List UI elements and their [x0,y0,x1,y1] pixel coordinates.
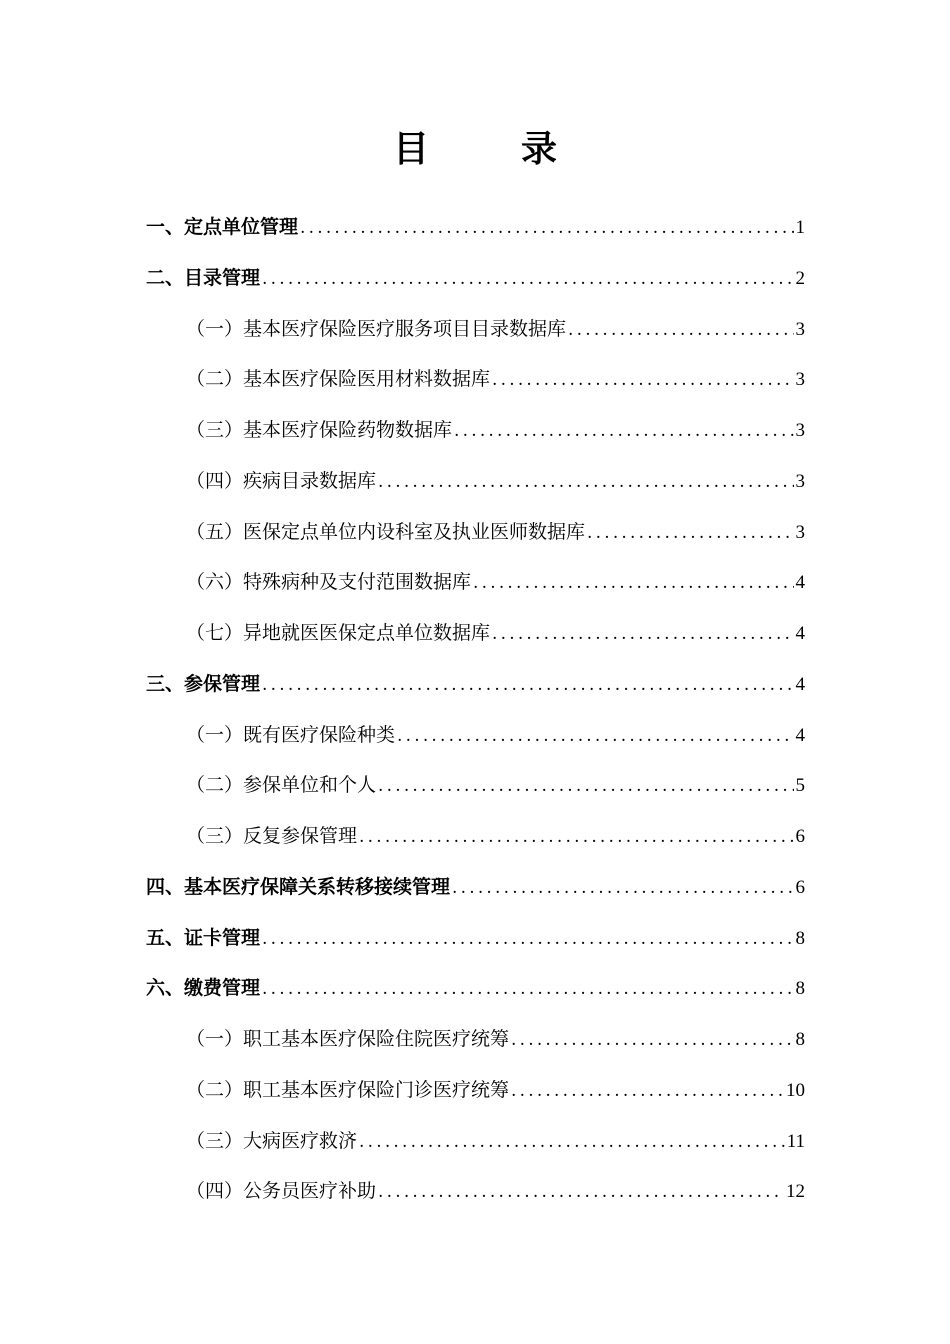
toc-page-number: 6 [795,876,805,898]
page-title: 目 录 [392,129,585,170]
toc-entry[interactable] [146,263,805,293]
toc-page-number: 4 [795,623,805,644]
toc-entry-label: 一、定点单位管理 [146,216,299,238]
toc-page-number: 8 [795,1029,805,1050]
toc-entry[interactable] [186,770,805,800]
toc-entry[interactable] [186,821,805,851]
toc-page-number: 5 [795,775,805,797]
toc-entry-label: （一）职工基本医疗保险住院医疗统筹 [186,1028,510,1050]
toc-entry[interactable] [186,720,805,750]
toc-entry[interactable] [186,1126,805,1156]
toc-leader-dots [492,365,793,395]
toc-entry[interactable] [186,618,805,648]
toc-entry-label: 三、参保管理 [146,672,261,695]
toc-entry[interactable] [186,1075,805,1105]
toc-leader-dots [511,1076,784,1106]
toc-entry[interactable] [186,314,805,344]
toc-entry[interactable] [146,669,805,699]
toc-page-number: 3 [795,470,805,492]
toc-entry[interactable] [186,567,805,597]
toc-entry[interactable] [186,364,805,394]
toc-page-number: 3 [795,521,805,543]
toc-entry-label: （二）基本医疗保险医用材料数据库 [186,368,491,391]
toc-entry-label: 五、证卡管理 [146,926,261,949]
toc-leader-dots [262,670,793,700]
toc-page-number: 3 [795,420,805,441]
toc-leader-dots [262,974,793,1004]
toc-entry-label: （一）既有医疗保险种类 [186,723,396,746]
toc-entry[interactable] [146,872,805,902]
toc-entry-label: （二）职工基本医疗保险门诊医疗统筹 [186,1078,510,1101]
toc-leader-dots [397,721,793,751]
toc-entry-label: （六）特殊病种及支付范围数据库 [186,571,472,594]
toc-page-number: 10 [786,1079,805,1101]
toc-entry-label: （三）反复参保管理 [186,825,358,847]
toc-leader-dots [378,771,793,801]
toc-leader-dots [378,1177,784,1207]
toc-page-number: 8 [795,927,805,949]
toc-leader-dots [300,213,793,243]
toc-leader-dots [359,822,793,852]
toc-entry[interactable] [186,1176,805,1206]
toc-entry-label: （三）基本医疗保险药物数据库 [186,419,453,441]
toc-leader-dots [454,416,793,446]
toc-page-number: 3 [795,318,805,340]
toc-page-number: 4 [795,724,805,746]
toc-page-number: 4 [795,673,805,695]
toc-leader-dots [262,924,793,954]
toc-leader-dots [587,518,793,548]
toc-page-number: 11 [786,1130,805,1152]
toc-entry[interactable] [146,923,805,953]
toc-leader-dots [492,619,793,649]
toc-entry-label: （五）医保定点单位内设科室及执业医师数据库 [186,520,586,543]
toc-entry-label: （四）疾病目录数据库 [186,469,377,492]
toc-entry-label: （一）基本医疗保险医疗服务项目目录数据库 [186,317,567,340]
toc-page-number: 6 [795,826,805,847]
toc-entry[interactable] [146,973,805,1003]
toc-leader-dots [473,568,793,598]
toc-entry[interactable] [146,212,805,242]
toc-leader-dots [359,1127,785,1157]
toc-entry-label: （三）大病医疗救济 [186,1129,358,1152]
toc-leader-dots [511,1025,793,1055]
toc-page-number: 8 [795,978,805,1000]
toc-entry-label: （七）异地就医医保定点单位数据库 [186,622,491,644]
toc-leader-dots [452,873,793,903]
toc-page-number: 2 [795,267,805,289]
toc-entry-label: （四）公务员医疗补助 [186,1180,377,1203]
toc-leader-dots [378,467,793,497]
toc-entry[interactable] [186,466,805,496]
toc-entry-label: 六、缴费管理 [146,977,261,1000]
toc-page-number: 3 [795,369,805,391]
toc-leader-dots [568,315,793,345]
toc-entry-label: （二）参保单位和个人 [186,774,377,797]
toc-entry-label: 二、目录管理 [146,266,261,289]
toc-leader-dots [262,264,793,294]
toc-page-number: 1 [795,217,805,238]
toc-page-number: 12 [786,1181,805,1203]
toc-entry-label: 四、基本医疗保障关系转移接续管理 [146,875,451,898]
toc-entry[interactable] [186,415,805,445]
toc-entry[interactable] [186,1024,805,1054]
toc-page-number: 4 [795,572,805,594]
toc-entry[interactable] [186,517,805,547]
